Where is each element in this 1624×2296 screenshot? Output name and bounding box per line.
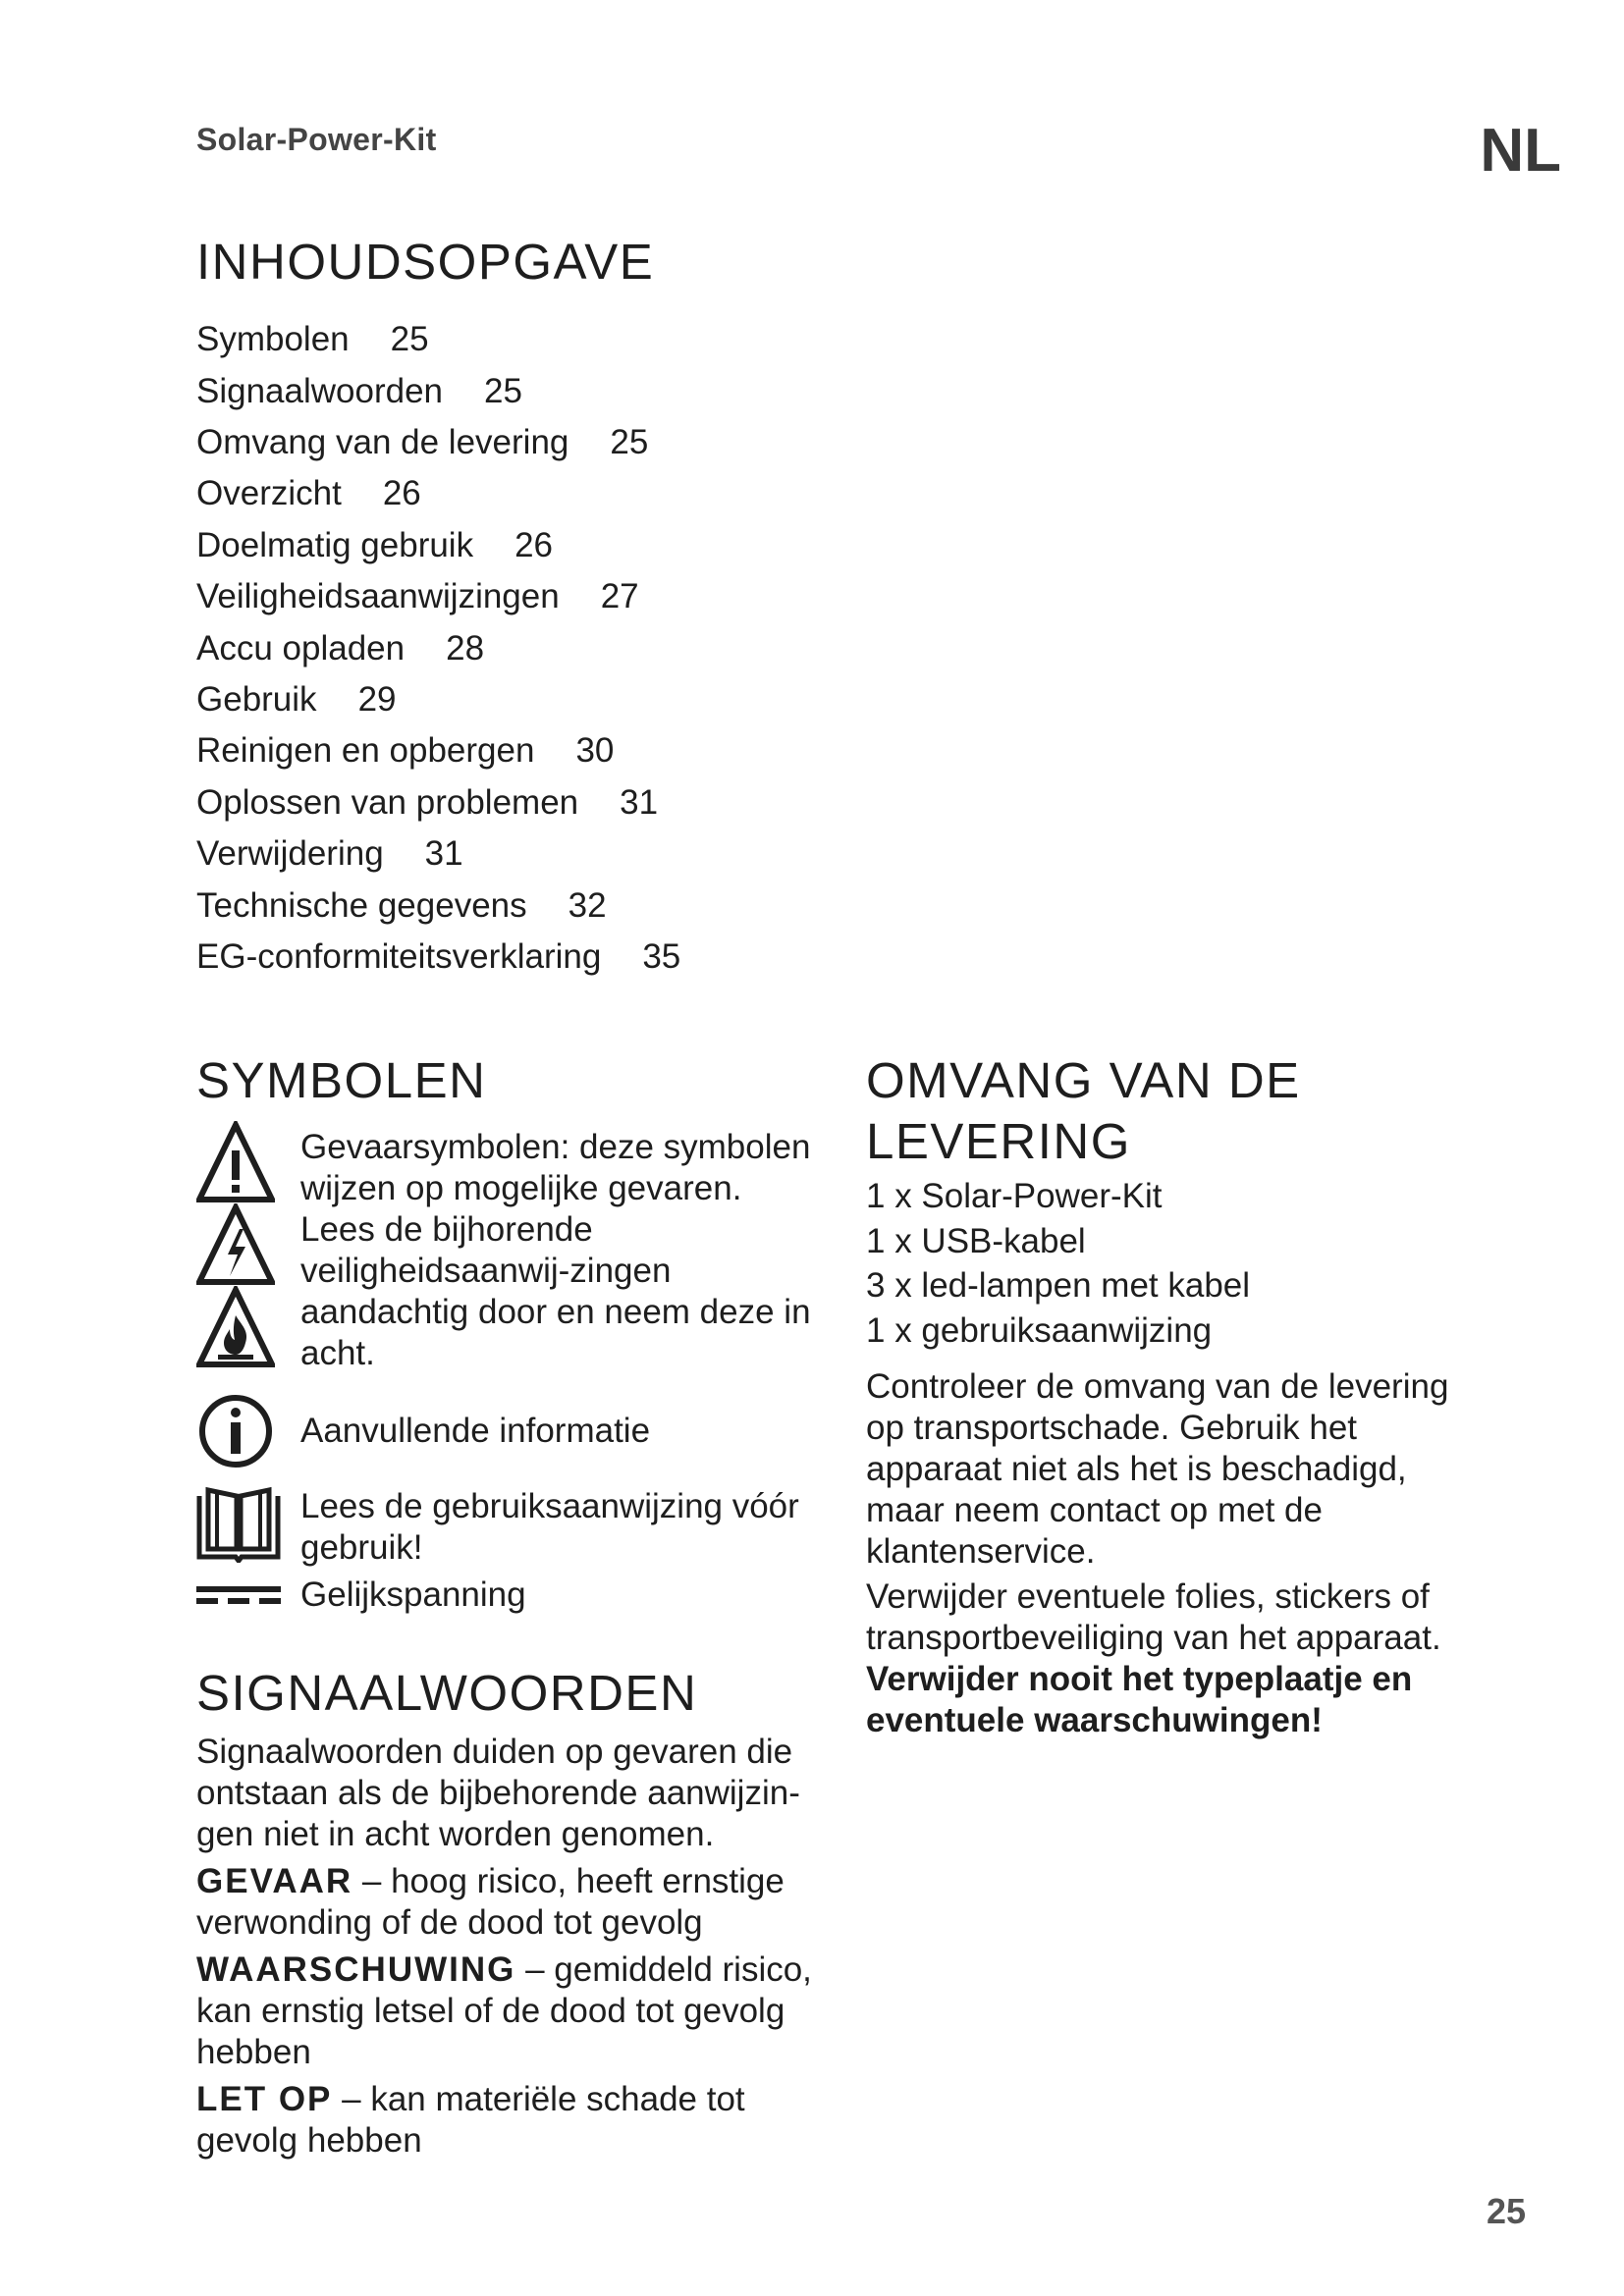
list-item: 1 x Solar-Power-Kit — [866, 1177, 1163, 1216]
dc-text: Gelijkspanning — [300, 1575, 526, 1615]
symbols-title: SYMBOLEN — [196, 1052, 487, 1108]
signal-words-intro: Signaalwoorden duiden op gevaren die ontstaan als de bijbehorende aanwijzin-gen niet in acht worden genomen. — [196, 1733, 800, 1854]
toc-item[interactable]: Veiligheidsaanwijzingen 27 — [196, 577, 639, 616]
signal-word-caution: LET OP – kan materiële schade tot gevolg hebben — [196, 2080, 745, 2161]
fire-hazard-icon — [196, 1286, 275, 1374]
manual-book-icon — [196, 1486, 281, 1563]
delivery-title: OMVANG VAN DE LEVERING — [866, 1052, 1301, 1170]
delivery-list — [866, 1174, 1494, 1353]
info-text: Aanvullende informatie — [300, 1412, 651, 1451]
page-number: 25 — [1486, 2191, 1526, 2231]
toc-title: INHOUDSOPGAVE — [196, 234, 655, 290]
signal-word-warning: WAARSCHUWING – gemiddeld risico, kan ernstig letsel of de dood tot gevolg hebben — [196, 1950, 812, 2072]
direct-current-icon — [196, 1583, 281, 1607]
toc-item[interactable]: Signaalwoorden 25 — [196, 371, 522, 410]
danger-symbols-text: Gevaarsymbolen: deze symbolen wijzen op mogelijke gevaren. Lees de bijhorende veiligheidsaanwij-zingen aandachtig door en neem deze in acht. — [300, 1128, 811, 1373]
signal-words-section — [196, 1663, 825, 2162]
list-item: 1 x gebruiksaanwijzing — [866, 1310, 1213, 1350]
info-icon — [196, 1392, 275, 1470]
toc-item[interactable]: Verwijdering 31 — [196, 834, 463, 874]
language-code: NL — [1480, 117, 1561, 185]
toc-item[interactable]: Oplossen van problemen 31 — [196, 782, 659, 822]
dc-row — [196, 1575, 825, 1616]
info-row — [196, 1392, 825, 1470]
delivery-remove-paragraph: Verwijder eventuele folies, stickers of transportbeveiliging van het apparaat. — [866, 1577, 1441, 1658]
danger-symbols-row — [196, 1121, 825, 1374]
toc-item[interactable]: Overzicht 26 — [196, 474, 421, 513]
toc-item[interactable]: Omvang van de levering 25 — [196, 423, 649, 461]
toc-item[interactable]: Accu opladen 28 — [196, 628, 485, 667]
toc-item[interactable]: EG-conformiteitsverklaring 35 — [196, 936, 681, 976]
toc-item[interactable]: Technische gegevens 32 — [196, 885, 607, 925]
symbols-section — [196, 1050, 825, 2162]
toc-item[interactable]: Gebruik 29 — [196, 679, 397, 719]
table-of-contents — [196, 232, 680, 983]
delivery-warning: Verwijder nooit het typeplaatje en eventuele waarschuwingen! — [866, 1660, 1413, 1740]
toc-item[interactable]: Doelmatig gebruik 26 — [196, 525, 554, 564]
list-item: 1 x USB-kabel — [866, 1221, 1086, 1260]
product-name: Solar-Power-Kit — [196, 122, 437, 157]
toc-item[interactable]: Reinigen en opbergen 30 — [196, 731, 615, 771]
manual-row — [196, 1486, 825, 1569]
warning-triangle-icon — [196, 1121, 275, 1209]
toc-list — [196, 314, 680, 983]
electric-shock-icon — [196, 1203, 275, 1292]
delivery-section — [866, 1050, 1494, 1741]
manual-text: Lees de gebruiksaanwijzing vóór gebruik! — [300, 1487, 799, 1568]
signal-word-danger: GEVAAR – hoog risico, heeft ernstige verwonding of de dood tot gevolg — [196, 1862, 785, 1943]
list-item: 3 x led-lampen met kabel — [866, 1266, 1251, 1306]
delivery-check-paragraph: Controleer de omvang van de levering op transportschade. Gebruik het apparaat niet als het is beschadigd, maar neem contact op met de klantenservice. — [866, 1367, 1449, 1572]
signal-words-title: SIGNAALWOORDEN — [196, 1665, 698, 1722]
toc-item[interactable]: Symbolen 25 — [196, 320, 429, 359]
